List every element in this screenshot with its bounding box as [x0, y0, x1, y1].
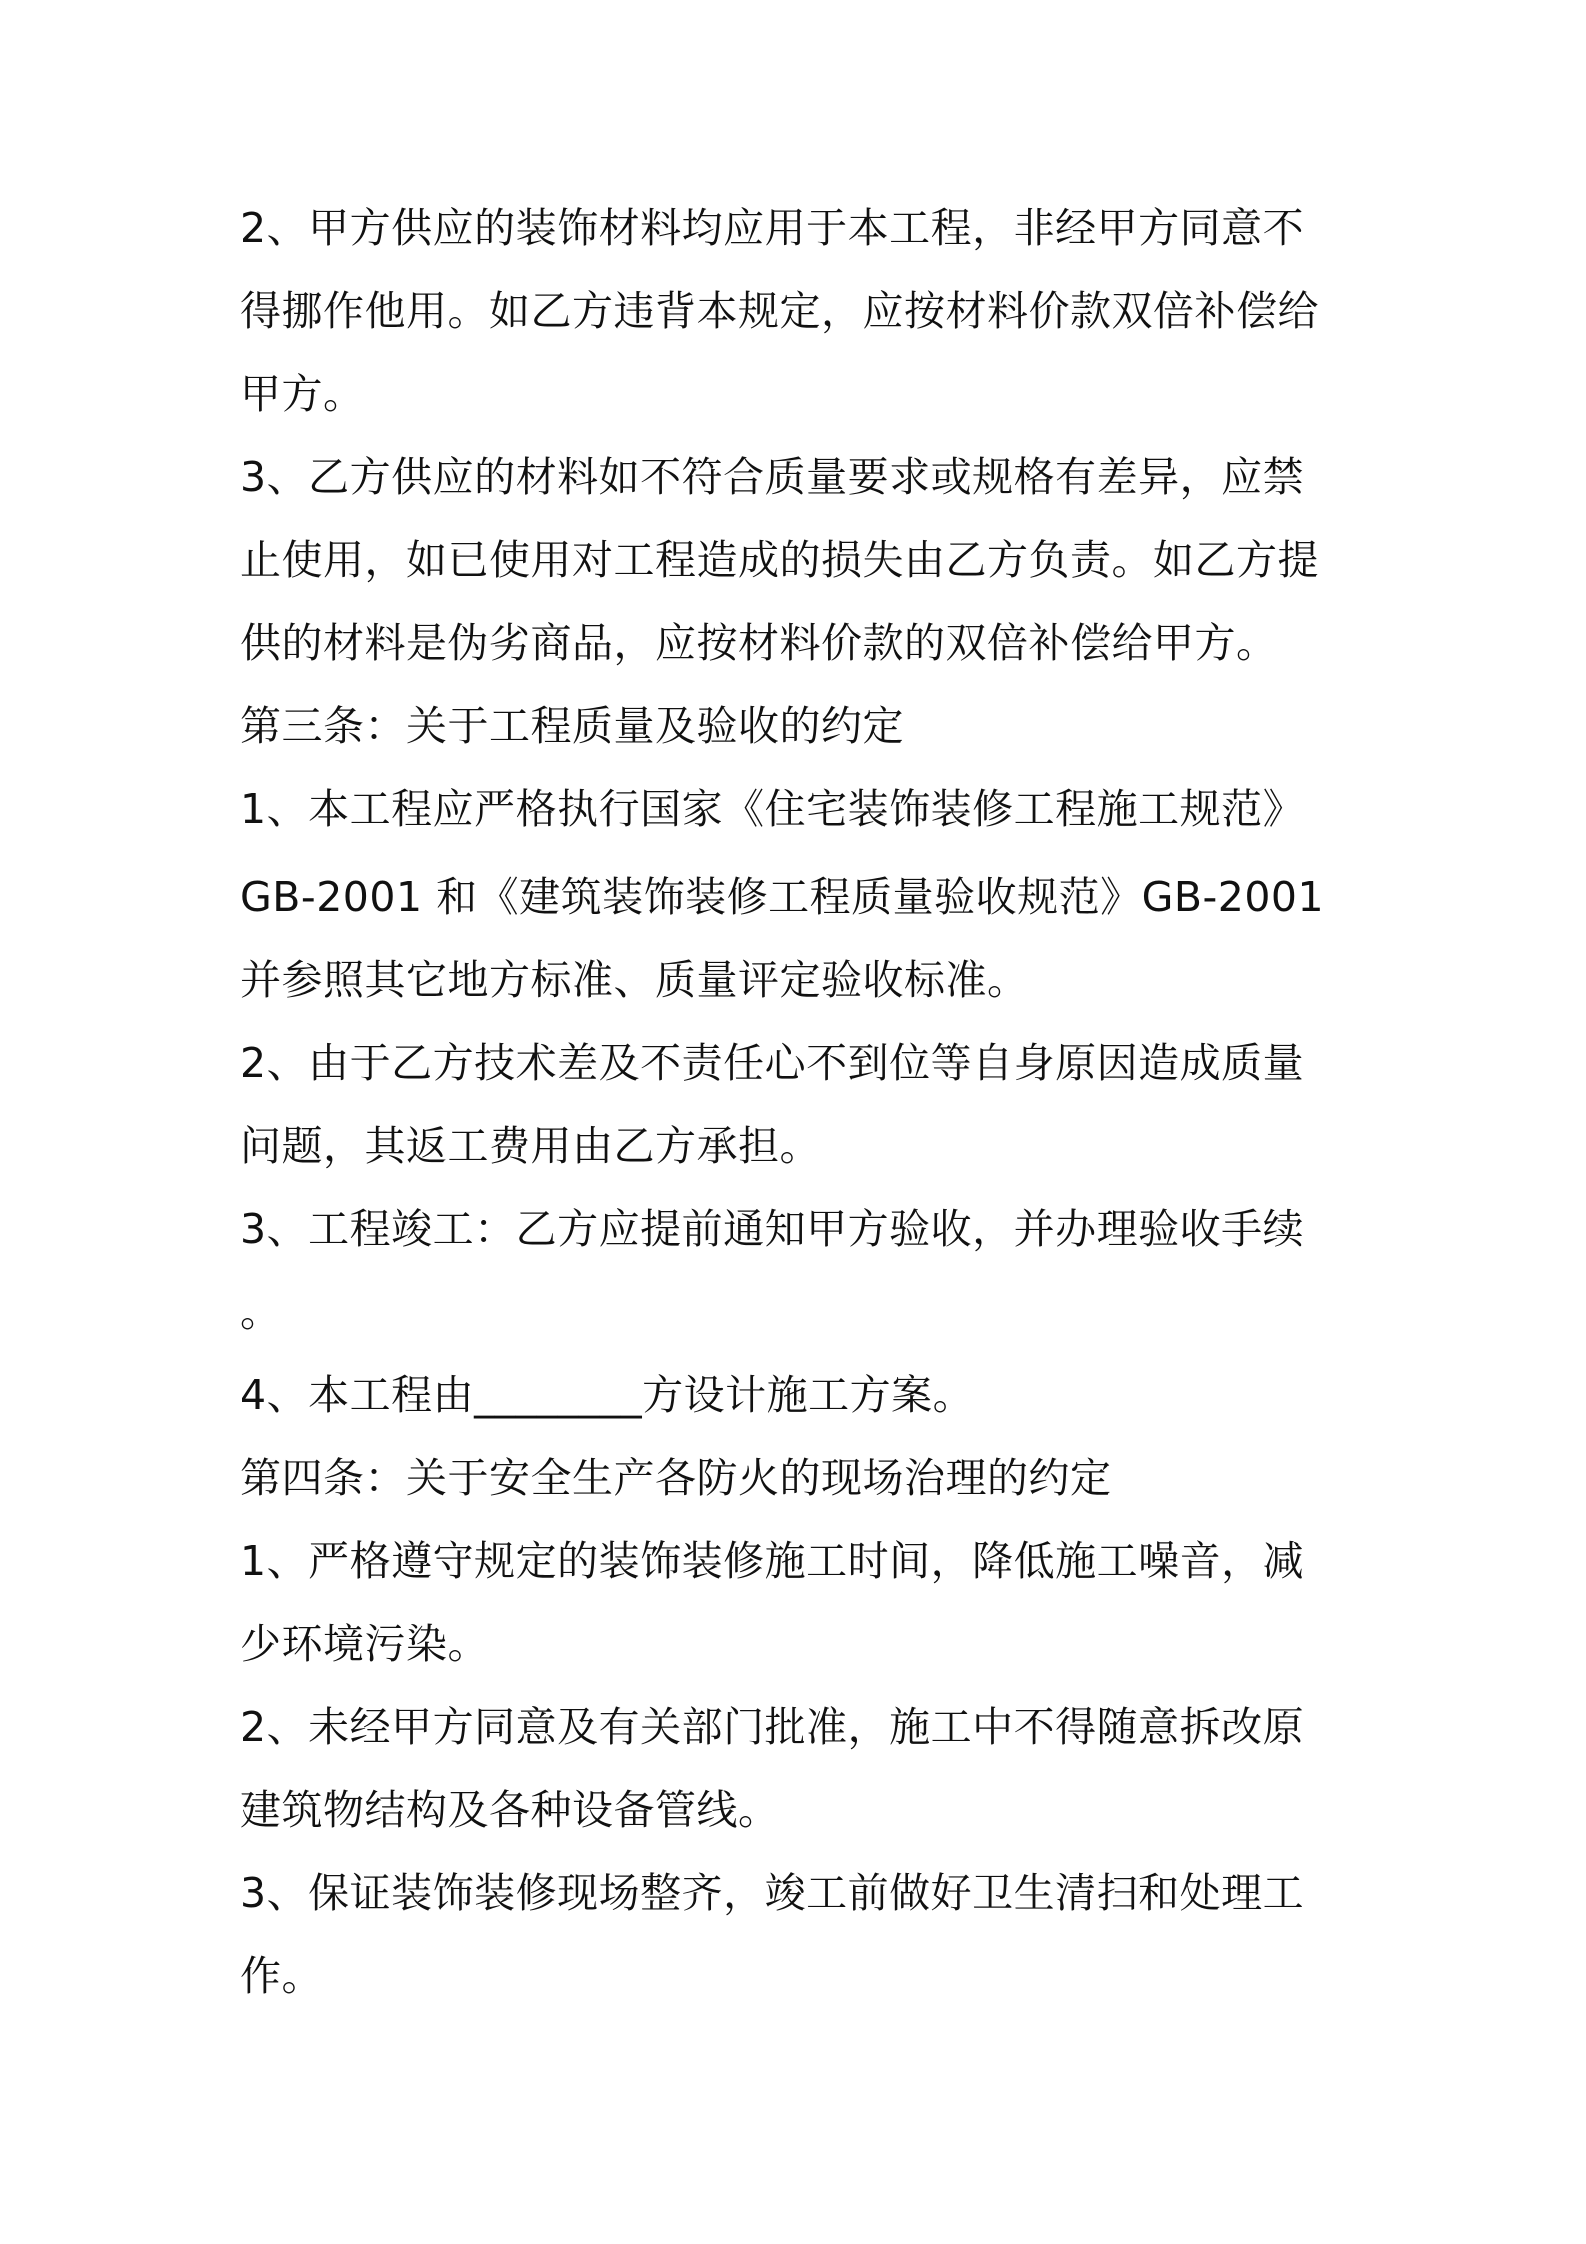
text-line: 2、甲方供应的装饰材料均应用于本工程，非经甲方同意不 — [240, 204, 1305, 252]
text-line: 并参照其它地方标准、质量评定验收标准。 — [240, 956, 1029, 1004]
text-line: 3、乙方供应的材料如不符合质量要求或规格有差异，应禁 — [240, 453, 1305, 501]
section-heading: 第三条：关于工程质量及验收的约定 — [240, 702, 904, 750]
text-line: 供的材料是伪劣商品，应按材料价款的双倍补偿给甲方。 — [240, 619, 1278, 667]
text-line: 3、工程竣工：乙方应提前通知甲方验收，并办理验收手续 — [240, 1205, 1305, 1253]
text-line: 。 — [240, 1288, 282, 1336]
text-line: 得挪作他用。如乙方违背本规定，应按材料价款双倍补偿给 — [240, 287, 1319, 335]
text-line: 3、保证装饰装修现场整齐，竣工前做好卫生清扫和处理工 — [240, 1869, 1305, 1917]
section-heading: 第四条：关于安全生产各防火的现场治理的约定 — [240, 1454, 1112, 1502]
text-line: 1、严格遵守规定的装饰装修施工时间，降低施工噪音，减 — [240, 1537, 1305, 1585]
text-line: 甲方。 — [240, 370, 365, 418]
text-line: GB-2001 和《建筑装饰装修工程质量验收规范》GB-2001 — [240, 873, 1325, 921]
text-line: 2、由于乙方技术差及不责任心不到位等自身原因造成质量 — [240, 1039, 1305, 1087]
text-line: 4、本工程由________方设计施工方案。 — [240, 1371, 975, 1419]
text-line: 止使用，如已使用对工程造成的损失由乙方负责。如乙方提 — [240, 536, 1319, 584]
document-body — [240, 195, 1350, 2026]
text-line: 问题，其返工费用由乙方承担。 — [240, 1122, 821, 1170]
text-line: 2、未经甲方同意及有关部门批准，施工中不得随意拆改原 — [240, 1703, 1305, 1751]
text-line: 作。 — [240, 1952, 323, 2000]
text-line: 1、本工程应严格执行国家《住宅装饰装修工程施工规范》 — [240, 785, 1305, 833]
text-line: 少环境污染。 — [240, 1620, 489, 1668]
text-line: 建筑物结构及各种设备管线。 — [240, 1786, 780, 1834]
